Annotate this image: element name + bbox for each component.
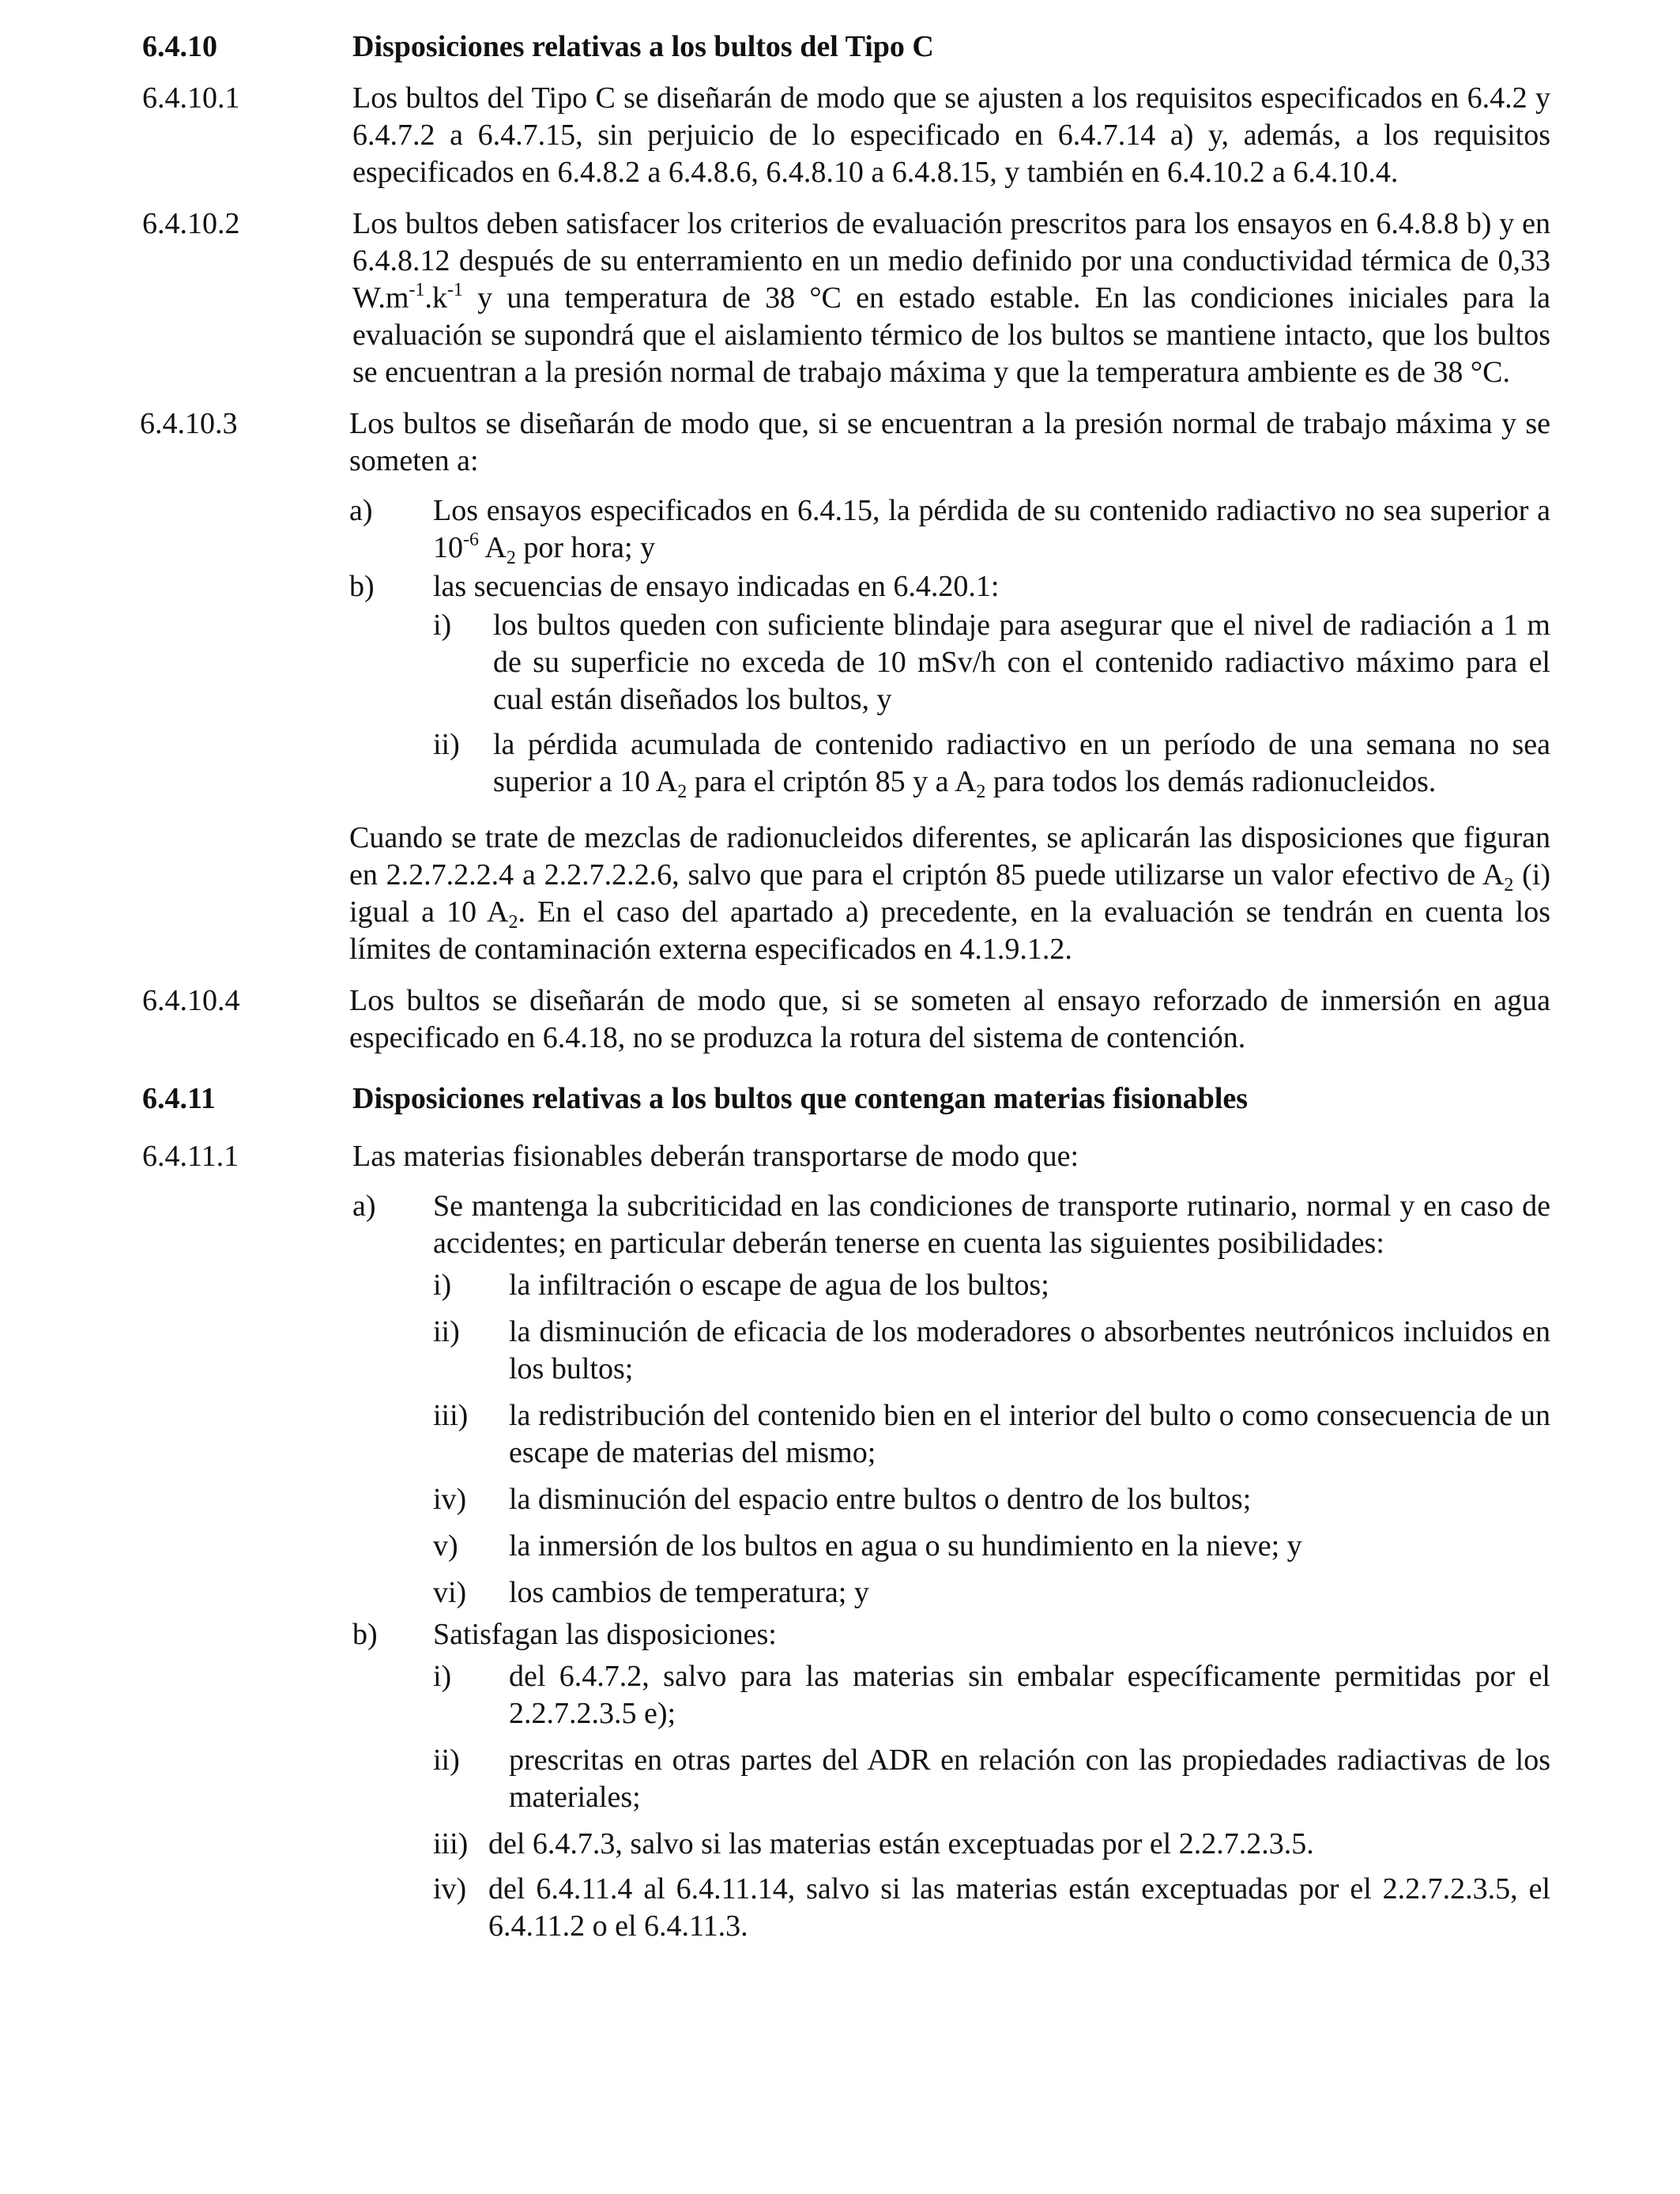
paragraph-number: 6.4.10.1 xyxy=(142,81,240,115)
subscript: 2 xyxy=(677,782,687,802)
sub-list-item xyxy=(352,1397,1550,1472)
subscript: 2 xyxy=(1504,875,1514,895)
list-text: Se mantenga la subcriticidad en las condiciones de transporte rutinario, normal y en caso de accidentes; en particular deberán tenerse en cuenta las siguientes posibilidades: xyxy=(433,1189,1550,1260)
list-text: la disminución del espacio entre bultos o dentro de los bultos; xyxy=(509,1483,1252,1516)
list-text: las secuencias de ensayo indicadas en 6.4.20.1: xyxy=(433,570,1000,603)
section-heading-6-4-10 xyxy=(142,28,1550,66)
text-run: . En el caso del apartado a) precedente, en la evaluación se tendrán en cuenta los límites de contaminación externa especificados en 4.1.9.1.2. xyxy=(349,895,1550,966)
paragraph-6-4-11-1 xyxy=(142,1138,1550,1945)
paragraph-6-4-10-4 xyxy=(142,982,1550,1057)
sub-list-item xyxy=(352,1658,1550,1732)
document-page xyxy=(142,28,1550,1945)
sub-list-item xyxy=(352,1574,1550,1612)
section-title: Disposiciones relativas a los bultos que contengan materias fisionables xyxy=(352,1082,1249,1115)
superscript: -1 xyxy=(446,280,463,300)
list-label: a) xyxy=(349,494,373,527)
text-run: Cuando se trate de mezclas de radionucleidos diferentes, se aplicarán las disposiciones que figuran en 2.2.7.2.2.4 a 2.2.7.2.2.6, salvo que para el criptón 85 puede utilizarse un valor efectivo de A xyxy=(349,821,1550,892)
list-text: la infiltración o escape de agua de los bultos; xyxy=(509,1269,1049,1302)
text-run: A xyxy=(479,531,507,564)
paragraph-body xyxy=(352,1138,1550,1945)
list-item-b xyxy=(349,568,1550,605)
list-text: del 6.4.11.4 al 6.4.11.14, salvo si las materias están exceptuadas por el 2.2.7.2.3.5, el 6.4.11.2 o el 6.4.11.3. xyxy=(488,1872,1550,1943)
paragraph-intro: Los bultos se diseñarán de modo que, si se encuentran a la presión normal de trabajo máxima y se someten a: xyxy=(349,407,1550,477)
list-text: los cambios de temperatura; y xyxy=(509,1576,869,1609)
list-text: prescritas en otras partes del ADR en relación con las propiedades radiactivas de los materiales; xyxy=(509,1744,1550,1814)
paragraph-6-4-10-1 xyxy=(142,80,1550,191)
paragraph-continuation xyxy=(349,820,1550,968)
list-label: b) xyxy=(349,570,375,603)
list-label: ii) xyxy=(433,1315,460,1348)
text-run: por hora; y xyxy=(515,531,656,564)
list-text: la inmersión de los bultos en agua o su hundimiento en la nieve; y xyxy=(509,1529,1302,1563)
sub-list-item xyxy=(352,1528,1550,1565)
paragraph-body xyxy=(349,405,1550,968)
list-label: iii) xyxy=(433,1827,469,1860)
subscript: 2 xyxy=(508,912,518,933)
paragraph-intro: Las materias fisionables deberán transportarse de modo que: xyxy=(352,1140,1079,1173)
text-run: para todos los demás radionucleidos. xyxy=(985,765,1437,798)
text-run: .k xyxy=(424,281,447,315)
paragraph-number: 6.4.11.1 xyxy=(142,1140,239,1173)
list-text xyxy=(493,726,1550,801)
section-heading-6-4-11 xyxy=(142,1080,1550,1118)
list-item-b-ii xyxy=(349,726,1550,801)
paragraph-number: 6.4.10.4 xyxy=(142,984,240,1017)
list-label: iv) xyxy=(433,1483,467,1516)
text-run: para el criptón 85 y a A xyxy=(687,765,977,798)
section-number: 6.4.10 xyxy=(142,30,217,63)
list-text: la redistribución del contenido bien en el interior del bulto o como consecuencia de un escape de materias del mismo; xyxy=(509,1399,1550,1469)
list-text: la disminución de eficacia de los moderadores o absorbentes neutrónicos incluidos en los bultos; xyxy=(509,1315,1550,1385)
sub-list-item xyxy=(352,1481,1550,1518)
list-label: v) xyxy=(433,1529,458,1563)
superscript: -1 xyxy=(409,280,425,300)
sub-list-item xyxy=(352,1742,1550,1816)
list-label: i) xyxy=(433,1269,452,1302)
list-item-a xyxy=(349,492,1550,567)
list-label: iii) xyxy=(433,1399,469,1432)
paragraph-number: 6.4.10.3 xyxy=(140,407,238,440)
subscript: 2 xyxy=(976,782,986,802)
list-text: Satisfagan las disposiciones: xyxy=(433,1618,777,1651)
sub-list-item xyxy=(352,1314,1550,1388)
paragraph-text: Los bultos del Tipo C se diseñarán de modo que se ajusten a los requisitos especificados en 6.4.2 y 6.4.7.2 a 6.4.7.15, sin perjuicio de lo especificado en 6.4.7.14 a) y, además, a los requisitos especificados en 6.4.8.2 a 6.4.8.6, 6.4.8.10 a 6.4.8.15, y también en 6.4.10.2 a 6.4.10.4. xyxy=(352,81,1550,189)
superscript: -6 xyxy=(463,530,479,550)
sub-list-b xyxy=(352,1658,1550,1945)
text-run: la pérdida acumulada de contenido radiactivo en un período de una semana no sea superior a 10 A xyxy=(493,728,1550,798)
paragraph-text: Los bultos se diseñarán de modo que, si se someten al ensayo reforzado de inmersión en agua especificado en 6.4.18, no se produzca la rotura del sistema de contención. xyxy=(349,984,1550,1054)
list-label: b) xyxy=(352,1618,378,1651)
list-item-a xyxy=(352,1188,1550,1262)
list-item-b xyxy=(352,1616,1550,1653)
paragraph-6-4-10-2 xyxy=(142,205,1550,391)
sub-list-item xyxy=(352,1826,1550,1863)
section-title: Disposiciones relativas a los bultos del Tipo C xyxy=(352,30,934,63)
paragraph-6-4-10-3 xyxy=(142,405,1550,968)
sub-list-a xyxy=(352,1267,1550,1612)
section-number: 6.4.11 xyxy=(142,1082,216,1115)
text-run: Los ensayos especificados en 6.4.15, la pérdida de su contenido radiactivo no sea superior a 10 xyxy=(433,494,1550,564)
list-text xyxy=(433,492,1550,567)
list-text: del 6.4.7.3, salvo si las materias están exceptuadas por el 2.2.7.2.3.5. xyxy=(488,1827,1314,1860)
list-label: ii) xyxy=(433,1744,460,1777)
list-text: del 6.4.7.2, salvo para las materias sin embalar específicamente permitidas por el 2.2.7.2.3.5 e); xyxy=(509,1660,1550,1730)
list-item-b-i xyxy=(349,607,1550,718)
text-run: y una temperatura de 38 °C en estado estable. En las condiciones iniciales para la evaluación se supondrá que el aislamiento térmico de los bultos se mantiene intacto, que los bultos se encuentran a la presión normal de trabajo máxima y que la temperatura ambiente es de 38 °C. xyxy=(352,281,1550,389)
list-label: iv) xyxy=(433,1872,467,1906)
text-run: (i) igual a 10 A xyxy=(349,858,1551,929)
list-label: vi) xyxy=(433,1576,467,1609)
list-text: los bultos queden con suficiente blindaje para asegurar que el nivel de radiación a 1 m de su superficie no exceda de 10 mSv/h con el contenido radiactivo máximo para el cual están diseñados los bultos, y xyxy=(493,609,1550,716)
sub-list-item xyxy=(352,1267,1550,1304)
list-label: i) xyxy=(433,609,452,642)
sub-list-item xyxy=(352,1871,1550,1945)
paragraph-text xyxy=(352,205,1550,391)
text-run: Los bultos deben satisfacer los criterios de evaluación prescritos para los ensayos en 6.4.8.8 b) y en 6.4.8.12 después de su enterramiento en un medio definido por una conductividad térmica de 0,33 W.m xyxy=(352,207,1550,315)
list-label: i) xyxy=(433,1660,452,1693)
subscript: 2 xyxy=(506,548,516,568)
paragraph-number: 6.4.10.2 xyxy=(142,207,240,240)
list-label: a) xyxy=(352,1189,376,1223)
list-label: ii) xyxy=(433,728,460,761)
